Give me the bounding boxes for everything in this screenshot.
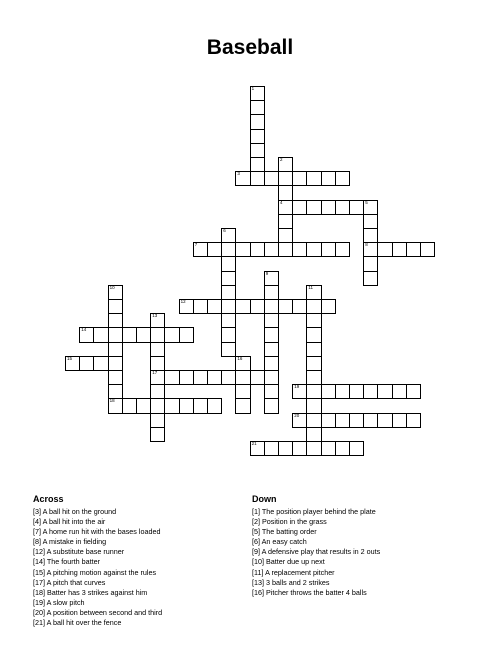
crossword-cell[interactable] bbox=[306, 441, 321, 456]
cell-number: 14 bbox=[81, 327, 87, 333]
crossword-cell[interactable] bbox=[235, 384, 250, 399]
clue-text: The fourth batter bbox=[46, 557, 100, 567]
crossword-cell[interactable] bbox=[349, 441, 364, 456]
crossword-cell[interactable] bbox=[108, 370, 123, 385]
crossword-cell[interactable] bbox=[392, 413, 407, 428]
crossword-cell[interactable] bbox=[193, 242, 208, 257]
down-clue bbox=[252, 517, 380, 527]
crossword-cell[interactable] bbox=[207, 398, 222, 413]
across-clue bbox=[33, 557, 162, 567]
cell-number: 9 bbox=[265, 270, 269, 276]
crossword-cell[interactable] bbox=[306, 327, 321, 342]
clue-number: [9] bbox=[252, 547, 262, 557]
crossword-cell[interactable] bbox=[164, 370, 179, 385]
crossword-cell[interactable] bbox=[150, 370, 165, 385]
crossword-cell[interactable] bbox=[150, 342, 165, 357]
cell-number: 19 bbox=[294, 384, 300, 390]
crossword-cell[interactable] bbox=[292, 200, 307, 215]
across-clue bbox=[33, 608, 162, 618]
crossword-cell[interactable] bbox=[108, 299, 123, 314]
crossword-cell[interactable] bbox=[164, 327, 179, 342]
down-clue-list bbox=[252, 507, 380, 598]
crossword-cell[interactable] bbox=[150, 413, 165, 428]
down-clue bbox=[252, 537, 380, 547]
crossword-cell[interactable] bbox=[349, 200, 364, 215]
crossword-cell[interactable] bbox=[264, 356, 279, 371]
crossword-cell[interactable] bbox=[349, 384, 364, 399]
across-clue bbox=[33, 578, 162, 588]
crossword-cell[interactable] bbox=[321, 171, 336, 186]
cell-number: 11 bbox=[308, 284, 314, 290]
crossword-cell[interactable] bbox=[335, 384, 350, 399]
crossword-cell[interactable] bbox=[221, 299, 236, 314]
crossword-cell[interactable] bbox=[250, 242, 265, 257]
crossword-cell[interactable] bbox=[250, 157, 265, 172]
crossword-cell[interactable] bbox=[292, 242, 307, 257]
crossword-cell[interactable] bbox=[264, 171, 279, 186]
crossword-cell[interactable] bbox=[278, 228, 293, 243]
crossword-cell[interactable] bbox=[150, 427, 165, 442]
crossword-cell[interactable] bbox=[264, 327, 279, 342]
crossword-cell[interactable] bbox=[306, 299, 321, 314]
clue-number: [8] bbox=[33, 537, 43, 547]
crossword-cell[interactable] bbox=[306, 356, 321, 371]
clue-text: A position between second and third bbox=[46, 607, 163, 617]
crossword-cell[interactable] bbox=[150, 313, 165, 328]
clue-text: A home run hit with the bases loaded bbox=[42, 527, 161, 537]
crossword-cell[interactable] bbox=[164, 398, 179, 413]
crossword-cell[interactable] bbox=[321, 299, 336, 314]
crossword-cell[interactable] bbox=[306, 398, 321, 413]
crossword-cell[interactable] bbox=[65, 356, 80, 371]
crossword-cell[interactable] bbox=[306, 200, 321, 215]
crossword-cell[interactable] bbox=[122, 398, 137, 413]
crossword-cell[interactable] bbox=[292, 413, 307, 428]
crossword-cell[interactable] bbox=[377, 242, 392, 257]
crossword-cell[interactable] bbox=[264, 398, 279, 413]
clue-number: [3] bbox=[33, 507, 43, 516]
crossword-cell[interactable] bbox=[193, 398, 208, 413]
clue-number: [21] bbox=[33, 618, 47, 628]
clue-number: [15] bbox=[33, 567, 47, 577]
clue-number: [7] bbox=[33, 527, 43, 537]
crossword-cell[interactable] bbox=[250, 171, 265, 186]
crossword-cell[interactable] bbox=[150, 327, 165, 342]
crossword-cell[interactable] bbox=[264, 313, 279, 328]
crossword-cell[interactable] bbox=[363, 413, 378, 428]
crossword-cell[interactable] bbox=[235, 370, 250, 385]
crossword-cell[interactable] bbox=[335, 242, 350, 257]
crossword-cell[interactable] bbox=[306, 171, 321, 186]
cell-number: 18 bbox=[109, 398, 115, 404]
clue-text: 3 balls and 2 strikes bbox=[266, 577, 330, 587]
crossword-cell[interactable] bbox=[264, 285, 279, 300]
crossword-cell[interactable] bbox=[108, 398, 123, 413]
cell-number: 4 bbox=[280, 199, 283, 205]
clue-text: A pitch that curves bbox=[46, 577, 106, 587]
crossword-cell[interactable] bbox=[278, 214, 293, 229]
clue-text: A ball hit on the ground bbox=[42, 507, 117, 516]
crossword-cell[interactable] bbox=[363, 242, 378, 257]
clue-text: The position player behind the plate bbox=[261, 507, 376, 516]
clue-text: The batting order bbox=[261, 527, 317, 537]
crossword-cell[interactable] bbox=[377, 384, 392, 399]
clue-number: [17] bbox=[33, 577, 47, 587]
clue-number: [10] bbox=[252, 557, 266, 567]
crossword-cell[interactable] bbox=[221, 228, 236, 243]
across-clue bbox=[33, 547, 162, 557]
crossword-cell[interactable] bbox=[335, 413, 350, 428]
crossword-cell[interactable] bbox=[122, 327, 137, 342]
down-clue bbox=[252, 568, 380, 578]
crossword-cell[interactable] bbox=[235, 299, 250, 314]
cell-number: 2 bbox=[280, 157, 283, 162]
cell-number: 13 bbox=[152, 313, 158, 319]
crossword-cell[interactable] bbox=[193, 370, 208, 385]
down-clue bbox=[252, 588, 380, 598]
cell-number: 1 bbox=[251, 86, 255, 91]
across-clue bbox=[33, 598, 162, 608]
cell-number: 21 bbox=[251, 441, 257, 446]
clue-text: A substitute base runner bbox=[46, 547, 125, 557]
cell-number: 16 bbox=[237, 355, 243, 361]
crossword-cell[interactable] bbox=[207, 242, 222, 257]
puzzle-title: Baseball bbox=[206, 36, 294, 59]
crossword-cell[interactable] bbox=[221, 242, 236, 257]
clue-number: [4] bbox=[33, 517, 43, 527]
crossword-cell[interactable] bbox=[321, 384, 336, 399]
crossword-cell[interactable] bbox=[278, 200, 293, 215]
crossword-cell[interactable] bbox=[235, 356, 250, 371]
cell-number: 17 bbox=[152, 370, 158, 375]
down-heading: Down bbox=[252, 494, 277, 504]
crossword-cell[interactable] bbox=[392, 384, 407, 399]
clue-text: Pitcher throws the batter 4 balls bbox=[266, 587, 367, 597]
crossword-cell[interactable] bbox=[335, 171, 350, 186]
clue-number: [6] bbox=[252, 537, 262, 547]
crossword-cell[interactable] bbox=[221, 271, 236, 286]
clue-text: Batter due up next bbox=[266, 557, 325, 567]
crossword-cell[interactable] bbox=[363, 228, 378, 243]
clue-number: [1] bbox=[252, 507, 262, 516]
clue-text: A replacement pitcher bbox=[265, 567, 335, 577]
cell-number: 12 bbox=[180, 299, 186, 304]
cell-number: 15 bbox=[67, 355, 73, 361]
crossword-cell[interactable] bbox=[292, 441, 307, 456]
across-clue bbox=[33, 618, 162, 628]
crossword-cell[interactable] bbox=[221, 313, 236, 328]
crossword-cell[interactable] bbox=[321, 200, 336, 215]
across-clue bbox=[33, 568, 162, 578]
crossword-cell[interactable] bbox=[306, 285, 321, 300]
crossword-cell[interactable] bbox=[264, 271, 279, 286]
clue-number: [19] bbox=[33, 597, 47, 607]
crossword-cell[interactable] bbox=[349, 413, 364, 428]
crossword-cell[interactable] bbox=[363, 214, 378, 229]
crossword-cell[interactable] bbox=[321, 242, 336, 257]
cell-number: 3 bbox=[237, 171, 240, 177]
crossword-cell[interactable] bbox=[150, 384, 165, 399]
across-clue bbox=[33, 537, 162, 547]
crossword-cell[interactable] bbox=[278, 441, 293, 456]
crossword-cell[interactable] bbox=[179, 327, 194, 342]
crossword-cell[interactable] bbox=[250, 129, 265, 144]
crossword-cell[interactable] bbox=[406, 384, 421, 399]
crossword-cell[interactable] bbox=[250, 114, 265, 129]
crossword-cell[interactable] bbox=[235, 398, 250, 413]
crossword-cell[interactable] bbox=[250, 370, 265, 385]
crossword-cell[interactable] bbox=[406, 413, 421, 428]
cell-number: 6 bbox=[223, 228, 226, 233]
crossword-cell[interactable] bbox=[278, 171, 293, 186]
crossword-cell[interactable] bbox=[292, 384, 307, 399]
across-clue bbox=[33, 527, 162, 537]
clue-text: A ball hit into the air bbox=[42, 517, 106, 527]
crossword-cell[interactable] bbox=[235, 171, 250, 186]
crossword-cell[interactable] bbox=[392, 242, 407, 257]
clue-text: Position in the grass bbox=[262, 517, 327, 527]
down-clue bbox=[252, 578, 380, 588]
clue-number: [16] bbox=[252, 587, 266, 597]
crossword-cell[interactable] bbox=[150, 398, 165, 413]
crossword-cell[interactable] bbox=[150, 356, 165, 371]
clue-number: [20] bbox=[33, 607, 47, 617]
crossword-cell[interactable] bbox=[221, 285, 236, 300]
crossword-cell[interactable] bbox=[136, 398, 151, 413]
clue-number: [5] bbox=[252, 527, 262, 537]
crossword-cell[interactable] bbox=[79, 356, 94, 371]
crossword-cell[interactable] bbox=[250, 100, 265, 115]
crossword-cell[interactable] bbox=[235, 242, 250, 257]
crossword-cell[interactable] bbox=[306, 370, 321, 385]
crossword-cell[interactable] bbox=[108, 285, 123, 300]
crossword-cell[interactable] bbox=[108, 384, 123, 399]
clue-number: [12] bbox=[33, 547, 47, 557]
cell-number: 5 bbox=[365, 199, 368, 205]
crossword-cell[interactable] bbox=[292, 299, 307, 314]
crossword-cell[interactable] bbox=[377, 413, 392, 428]
crossword-cell[interactable] bbox=[264, 299, 279, 314]
crossword-cell[interactable] bbox=[221, 327, 236, 342]
crossword-cell[interactable] bbox=[335, 200, 350, 215]
cell-number: 10 bbox=[109, 284, 115, 290]
clue-number: [14] bbox=[33, 557, 47, 567]
crossword-cell[interactable] bbox=[306, 413, 321, 428]
crossword-cell[interactable] bbox=[292, 171, 307, 186]
crossword-cell[interactable] bbox=[264, 384, 279, 399]
crossword-cell[interactable] bbox=[207, 299, 222, 314]
down-clue bbox=[252, 507, 380, 517]
clue-text: A ball hit over the fence bbox=[46, 618, 122, 628]
clue-number: [13] bbox=[252, 577, 266, 587]
across-clue bbox=[33, 588, 162, 598]
crossword-cell[interactable] bbox=[306, 242, 321, 257]
across-heading: Across bbox=[33, 494, 64, 504]
crossword-cell[interactable] bbox=[363, 256, 378, 271]
crossword-cell[interactable] bbox=[264, 242, 279, 257]
crossword-cell[interactable] bbox=[179, 299, 194, 314]
crossword-cell[interactable] bbox=[306, 342, 321, 357]
clue-text: Batter has 3 strikes against him bbox=[47, 587, 148, 597]
across-clue bbox=[33, 507, 162, 517]
crossword-cell[interactable] bbox=[179, 398, 194, 413]
clue-text: A slow pitch bbox=[46, 597, 85, 607]
crossword-cell[interactable] bbox=[264, 441, 279, 456]
crossword-cell[interactable] bbox=[420, 242, 435, 257]
crossword-cell[interactable] bbox=[306, 427, 321, 442]
crossword-cell[interactable] bbox=[207, 370, 222, 385]
crossword-cell[interactable] bbox=[79, 327, 94, 342]
crossword-cell[interactable] bbox=[406, 242, 421, 257]
crossword-cell[interactable] bbox=[108, 342, 123, 357]
crossword-cell[interactable] bbox=[108, 327, 123, 342]
crossword-cell[interactable] bbox=[278, 299, 293, 314]
down-clue bbox=[252, 547, 380, 557]
cell-number: 7 bbox=[194, 242, 198, 248]
crossword-cell[interactable] bbox=[108, 313, 123, 328]
across-clue bbox=[33, 517, 162, 527]
crossword-cell[interactable] bbox=[278, 242, 293, 257]
crossword-cell[interactable] bbox=[321, 441, 336, 456]
crossword-cell[interactable] bbox=[250, 441, 265, 456]
crossword-cell[interactable] bbox=[335, 441, 350, 456]
crossword-cell[interactable] bbox=[221, 256, 236, 271]
crossword-cell[interactable] bbox=[193, 299, 208, 314]
cell-number: 8 bbox=[365, 242, 368, 248]
crossword-cell[interactable] bbox=[221, 370, 236, 385]
crossword-cell[interactable] bbox=[363, 200, 378, 215]
crossword-cell[interactable] bbox=[93, 327, 108, 342]
crossword-cell[interactable] bbox=[264, 370, 279, 385]
crossword-cell[interactable] bbox=[264, 342, 279, 357]
across-clue-list bbox=[33, 507, 162, 628]
clue-text: An easy catch bbox=[261, 537, 307, 547]
crossword-cell[interactable] bbox=[363, 271, 378, 286]
cell-number: 20 bbox=[294, 412, 300, 418]
crossword-cell[interactable] bbox=[108, 356, 123, 371]
crossword-cell[interactable] bbox=[221, 342, 236, 357]
down-clue bbox=[252, 557, 380, 567]
crossword-cell[interactable] bbox=[250, 143, 265, 158]
clue-number: [2] bbox=[252, 517, 262, 527]
down-clue bbox=[252, 527, 380, 537]
crossword-cell[interactable] bbox=[306, 313, 321, 328]
crossword-cell[interactable] bbox=[278, 185, 293, 200]
crossword-cell[interactable] bbox=[278, 157, 293, 172]
crossword-cell[interactable] bbox=[321, 413, 336, 428]
crossword-cell[interactable] bbox=[306, 384, 321, 399]
clue-text: A pitching motion against the rules bbox=[46, 567, 157, 577]
crossword-cell[interactable] bbox=[250, 86, 265, 101]
crossword-cell[interactable] bbox=[179, 370, 194, 385]
clue-text: A defensive play that results in 2 outs bbox=[261, 547, 381, 557]
crossword-cell[interactable] bbox=[93, 356, 108, 371]
clue-number: [11] bbox=[252, 567, 266, 577]
crossword-cell[interactable] bbox=[136, 327, 151, 342]
crossword-cell[interactable] bbox=[250, 299, 265, 314]
crossword-cell[interactable] bbox=[363, 384, 378, 399]
clue-text: A mistake in fielding bbox=[42, 537, 107, 547]
clue-number: [18] bbox=[33, 587, 47, 597]
